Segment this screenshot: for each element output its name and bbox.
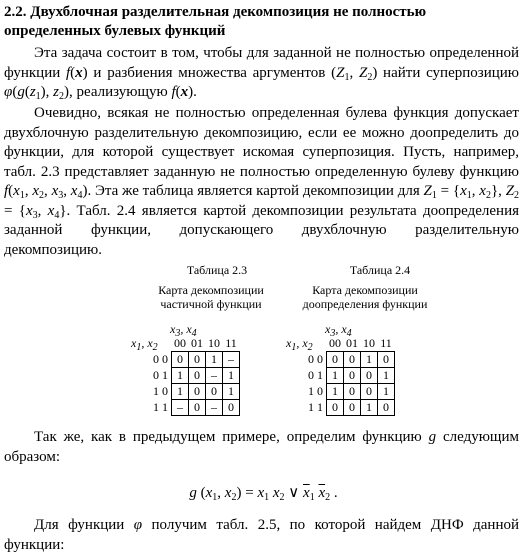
row-label: 1 1 bbox=[308, 400, 323, 414]
map-cell: 1 bbox=[361, 400, 378, 416]
map-cell: 1 bbox=[223, 368, 240, 384]
map-cell: 0 bbox=[206, 384, 223, 400]
table-2-3-map bbox=[134, 336, 240, 416]
table-row bbox=[289, 368, 395, 384]
map-cell: 0 bbox=[344, 352, 361, 368]
row-label: 1 0 bbox=[308, 384, 323, 398]
section-heading: 2.2. Двухблочная разделительная декомпозиция не полностью определенных булевых функций bbox=[4, 4, 427, 39]
row-variable-label: $x_1$, $x_2$ bbox=[131, 336, 158, 353]
map-cell: – bbox=[172, 400, 189, 416]
col-header: 01 bbox=[191, 336, 203, 350]
table-2-4-map bbox=[289, 336, 395, 416]
table-title: Таблица 2.3 bbox=[186, 263, 248, 277]
map-cell: 0 bbox=[344, 400, 361, 416]
map-cell: 0 bbox=[344, 368, 361, 384]
map-cell: – bbox=[206, 368, 223, 384]
map-cell: 0 bbox=[189, 400, 206, 416]
col-header: 10 bbox=[208, 336, 220, 350]
table-title: Таблица 2.4 bbox=[349, 263, 411, 277]
map-cell: 1 bbox=[361, 352, 378, 368]
table-row bbox=[289, 384, 395, 400]
map-cell: – bbox=[206, 400, 223, 416]
table-row bbox=[134, 400, 240, 416]
table-caption: Карта декомпозиции доопределения функции bbox=[302, 283, 428, 311]
map-cell: 1 bbox=[223, 384, 240, 400]
table-2-4-block bbox=[290, 263, 440, 311]
paragraph-intro: Эта задача состоит в том, чтобы для заданной не полностью определенной функции f(x) и разбиения множества аргументов ($Z_1$, $Z_2$) найти суперпозицию $\varphi(g(z_1)$, $z_2$), реализующую f(x). bbox=[4, 45, 519, 102]
map-cell: 0 bbox=[189, 384, 206, 400]
row-label: 1 0 bbox=[153, 384, 168, 398]
paragraph-explanation: Очевидно, всякая не полностью определенная булева функция допускает двухблочную разделительную декомпозицию, если ее можно доопределить до функции, для которой существует искомая суперпозиция. Пусть, например, табл. 2.3 представляет заданную не полностью определенную булеву функцию $f(x_1$, $x_2$, $x_3$, $x_4$). Эта же таблица является картой декомпозиции для $Z_1 = \{x_1$, $x_2$}, $Z_2 = \{x_3$, $x_4$}. Табл. 2.4 является картой декомпозиции результата доопределения заданной функции, допускающего двухблочную разделительную декомпозицию. bbox=[4, 105, 520, 258]
table-row bbox=[134, 384, 240, 400]
map-cell: 0 bbox=[189, 368, 206, 384]
map-cell: 0 bbox=[378, 400, 395, 416]
paragraph-define-g: Так же, как в предыдущем примере, определим функцию g следующим образом: bbox=[4, 429, 519, 465]
col-header: 11 bbox=[225, 336, 237, 350]
col-header: 00 bbox=[174, 336, 186, 350]
map-cell: 0 bbox=[327, 352, 344, 368]
table-2-3-block bbox=[132, 263, 272, 311]
map-cell: 0 bbox=[361, 384, 378, 400]
col-header: 01 bbox=[346, 336, 358, 350]
table-row bbox=[134, 368, 240, 384]
table-row bbox=[134, 352, 240, 368]
map-cell: 0 bbox=[223, 400, 240, 416]
col-header: 10 bbox=[363, 336, 375, 350]
col-header: 00 bbox=[329, 336, 341, 350]
col-header: 11 bbox=[380, 336, 392, 350]
row-label: 0 1 bbox=[308, 368, 323, 382]
row-label: 0 1 bbox=[153, 368, 168, 382]
map-cell: 1 bbox=[378, 368, 395, 384]
table-caption: Карта декомпозиции частичной функции bbox=[158, 283, 264, 311]
map-cell: 0 bbox=[327, 400, 344, 416]
map-cell: 0 bbox=[344, 384, 361, 400]
paragraph-phi: Для функции φ получим табл. 2.5, по которой найдем ДНФ данной функции: bbox=[4, 517, 519, 553]
row-label: 1 1 bbox=[153, 400, 168, 414]
map-cell: 1 bbox=[172, 368, 189, 384]
row-variable-label: $x_1$, $x_2$ bbox=[286, 336, 313, 353]
formula-g: g ($x_1$, $x_2) = x_1$ $x_2$ ∨ $\overline{x}_1$ $\overline{x}_2$ . bbox=[189, 485, 338, 503]
map-cell: 0 bbox=[361, 368, 378, 384]
column-variable-label: $x_3$, $x_4$ bbox=[325, 322, 352, 339]
map-cell: 1 bbox=[172, 384, 189, 400]
map-cell: 1 bbox=[327, 384, 344, 400]
column-variable-label: $x_3$, $x_4$ bbox=[170, 322, 197, 339]
map-cell: 0 bbox=[189, 352, 206, 368]
table-row bbox=[289, 352, 395, 368]
row-label: 0 0 bbox=[153, 352, 168, 366]
table-row bbox=[289, 400, 395, 416]
map-cell: 0 bbox=[378, 352, 395, 368]
map-cell: – bbox=[223, 352, 240, 368]
map-cell: 1 bbox=[378, 384, 395, 400]
map-cell: 0 bbox=[172, 352, 189, 368]
row-label: 0 0 bbox=[308, 352, 323, 366]
map-cell: 1 bbox=[327, 368, 344, 384]
map-cell: 1 bbox=[206, 352, 223, 368]
